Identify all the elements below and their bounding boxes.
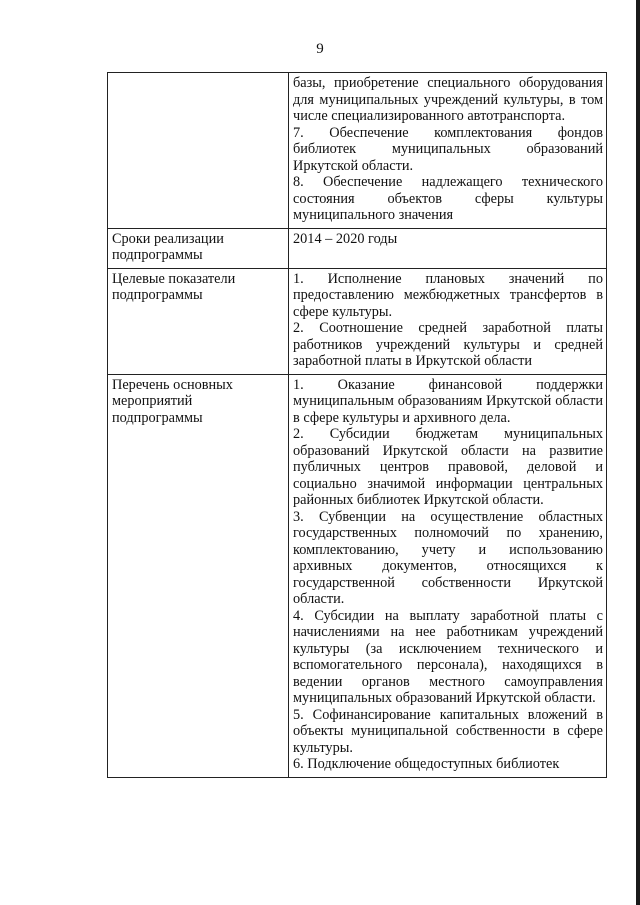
- list-item: 6. Подключение общедоступных библиотек: [293, 756, 560, 772]
- row-content-cell: [289, 73, 607, 229]
- row-label-cell: [108, 73, 289, 229]
- list-item: 2014 – 2020 годы: [293, 230, 398, 247]
- list-item: 2. Субсидии бюджетам муниципальных образований Иркутской области на развитие публичных центров правовой, деловой и социально значимой информации центральных районных библиотек Иркутской области.: [293, 426, 603, 508]
- row-content-cell: [289, 374, 607, 777]
- subprogram-passport-table: [107, 72, 607, 778]
- table-row: [108, 73, 607, 229]
- page-number: 9: [316, 41, 324, 57]
- row-label-cell: Сроки реализации подпрограммы: [108, 228, 289, 268]
- list-item: 8. Обеспечение надлежащего технического состояния объектов сферы культуры муниципального значения: [293, 174, 603, 223]
- list-item: 3. Субвенции на осуществление областных государственных полномочий по хранению, комплектованию, учету и использованию архивных документов, относящихся к государственной собственности Иркутской области.: [293, 508, 603, 607]
- list-item: базы, приобретение специального оборудования для муниципальных учреждений культуры, в том числе специализированного автотранспорта.: [293, 75, 603, 124]
- list-item: 1. Исполнение плановых значений по предоставлению межбюджетных трансфертов в сфере культуры.: [293, 270, 603, 320]
- list-item: 7. Обеспечение комплектования фондов библиотек муниципальных образований Иркутской области.: [293, 124, 603, 174]
- row-label-cell: Перечень основных мероприятий подпрограммы: [108, 374, 289, 777]
- list-item: 1. Оказание финансовой поддержки муниципальным образованиям Иркутской области в сфере культуры и архивного дела.: [293, 376, 603, 426]
- row-label-cell: Целевые показатели подпрограммы: [108, 268, 289, 374]
- list-item: 2. Соотношение средней заработной платы работников учреждений культуры и средней заработной платы в Иркутской области: [293, 320, 603, 369]
- scan-edge: [636, 0, 640, 905]
- row-content-cell: [289, 268, 607, 374]
- table-row: [108, 268, 607, 374]
- list-item: 5. Софинансирование капитальных вложений в объекты муниципальной собственности в сфере культуры.: [293, 706, 603, 756]
- row-content-cell: [289, 228, 607, 268]
- list-item: 4. Субсидии на выплату заработной платы с начислениями на нее работникам учреждений культуры (за исключением технического и вспомогательного персонала), находящихся в ведении органов местного самоуправления муниципальных образований Иркутской области.: [293, 607, 603, 706]
- table-row: [108, 228, 607, 268]
- table-row: [108, 374, 607, 777]
